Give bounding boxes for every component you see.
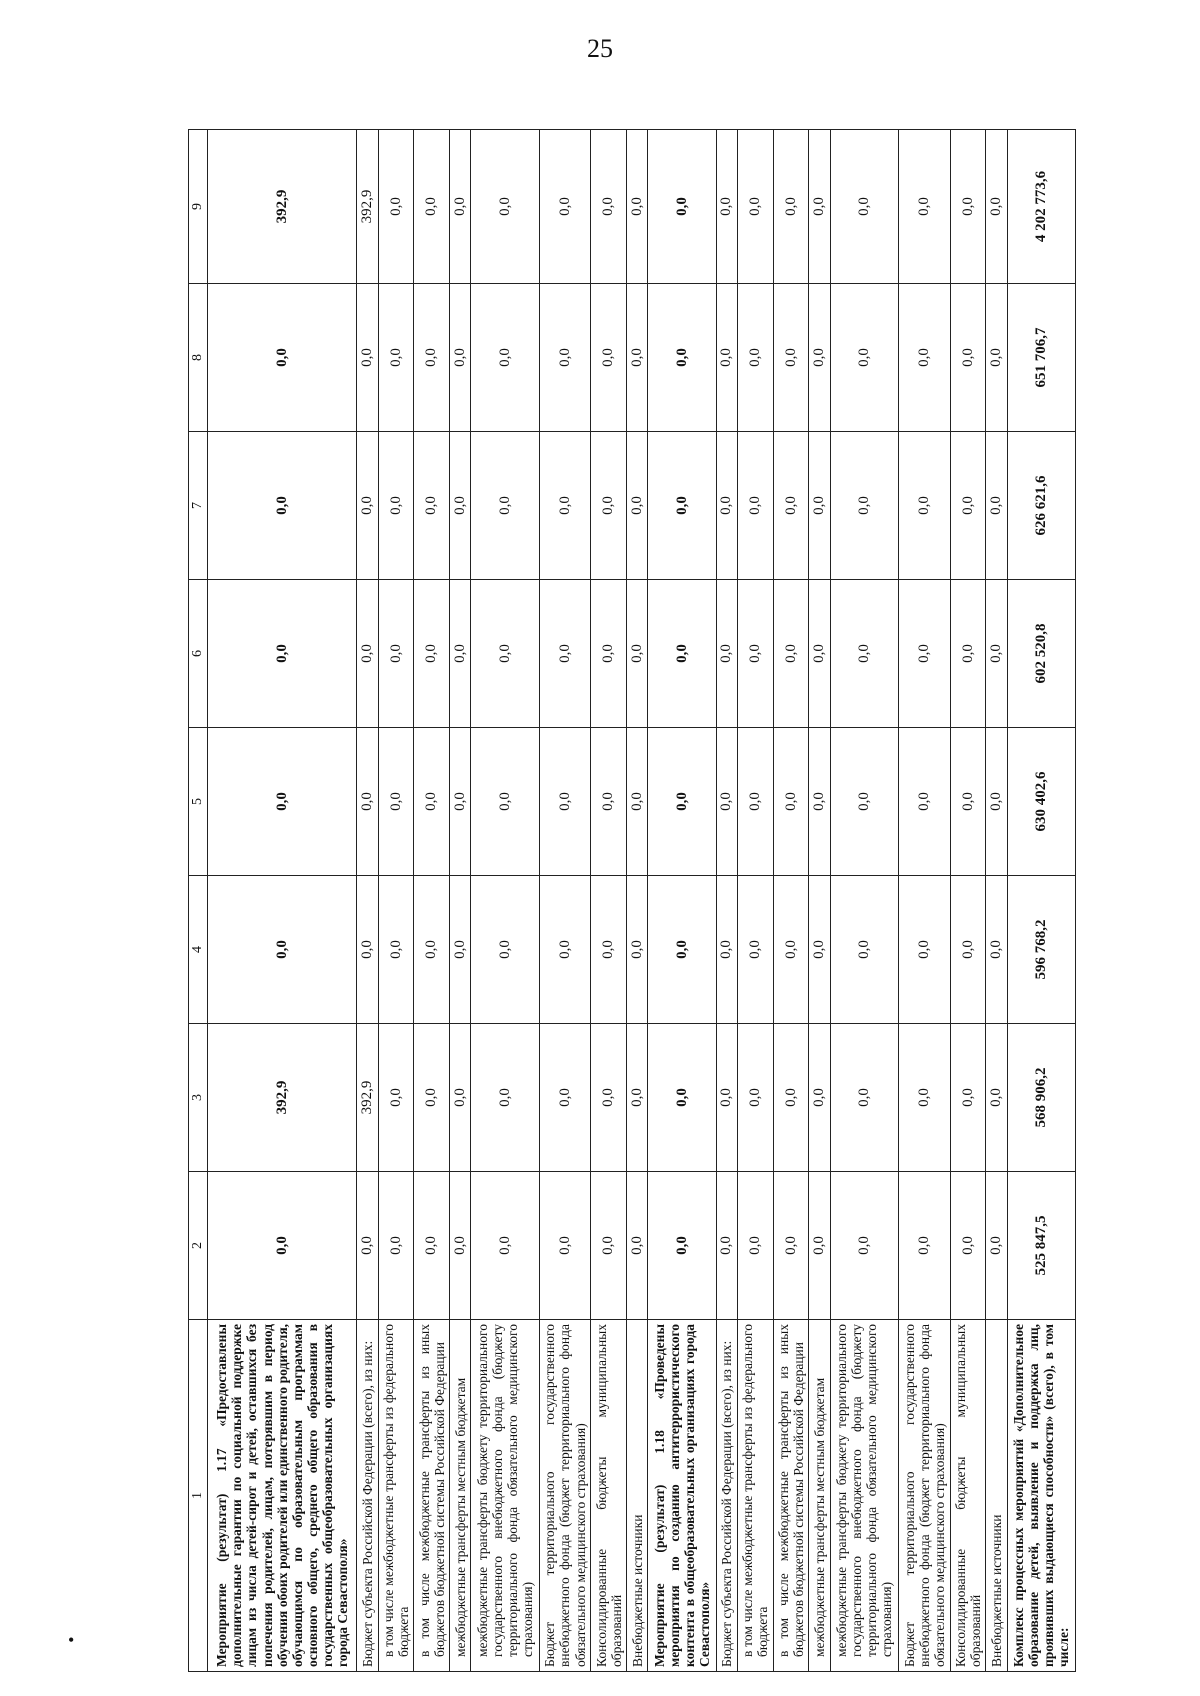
value-cell: 0,0 [471, 130, 539, 284]
value-cell: 0,0 [716, 876, 737, 1024]
value-cell: 0,0 [378, 284, 414, 432]
value-cell: 0,0 [471, 284, 539, 432]
value-cell: 0,0 [950, 876, 986, 1024]
value-cell: 0,0 [830, 1172, 898, 1320]
value-cell: 0,0 [591, 1024, 627, 1172]
value-cell: 0,0 [648, 1172, 716, 1320]
value-cell: 0,0 [809, 1024, 830, 1172]
row-label: межбюджетные трансферты бюджету территориального государственного внебюджетного фонда (бюджету территориального фонда обязательного медицинского страхования) [830, 1320, 898, 1672]
value-cell: 0,0 [898, 284, 950, 432]
value-cell: 0,0 [986, 1172, 1007, 1320]
value-cell: 0,0 [378, 1024, 414, 1172]
value-cell: 0,0 [208, 1172, 357, 1320]
value-cell: 0,0 [357, 284, 378, 432]
table-row [648, 130, 716, 1672]
value-cell: 0,0 [737, 580, 773, 728]
value-cell: 0,0 [450, 432, 471, 580]
column-header: 7 [189, 432, 208, 580]
value-cell: 602 520,8 [1007, 580, 1075, 728]
column-header: 3 [189, 1024, 208, 1172]
value-cell: 0,0 [773, 284, 809, 432]
value-cell: 0,0 [773, 1172, 809, 1320]
column-header: 9 [189, 130, 208, 284]
value-cell: 0,0 [950, 432, 986, 580]
value-cell: 0,0 [591, 728, 627, 876]
value-cell: 0,0 [414, 728, 450, 876]
value-cell: 568 906,2 [1007, 1024, 1075, 1172]
value-cell: 0,0 [809, 876, 830, 1024]
value-cell: 0,0 [809, 130, 830, 284]
value-cell: 0,0 [950, 1172, 986, 1320]
table-row [378, 130, 414, 1672]
table-row [773, 130, 809, 1672]
value-cell: 0,0 [591, 580, 627, 728]
value-cell: 0,0 [648, 580, 716, 728]
value-cell: 0,0 [950, 1024, 986, 1172]
value-cell: 0,0 [830, 432, 898, 580]
budget-table [188, 129, 1076, 1672]
value-cell: 0,0 [627, 130, 648, 284]
value-cell: 0,0 [591, 130, 627, 284]
value-cell: 0,0 [898, 1024, 950, 1172]
rotated-table-container [188, 130, 1076, 1672]
column-header: 4 [189, 876, 208, 1024]
value-cell: 0,0 [591, 432, 627, 580]
value-cell: 0,0 [898, 130, 950, 284]
value-cell: 0,0 [898, 580, 950, 728]
value-cell: 0,0 [648, 728, 716, 876]
value-cell: 0,0 [471, 580, 539, 728]
value-cell: 0,0 [450, 876, 471, 1024]
value-cell: 0,0 [539, 130, 591, 284]
value-cell: 0,0 [950, 130, 986, 284]
value-cell: 0,0 [378, 1172, 414, 1320]
value-cell: 0,0 [773, 580, 809, 728]
row-label: Бюджет территориального государственного внебюджетного фонда (бюджет территориального фонда обязательного медицинского страхования) [898, 1320, 950, 1672]
table-row [357, 130, 378, 1672]
value-cell: 0,0 [986, 580, 1007, 728]
value-cell: 0,0 [414, 580, 450, 728]
value-cell: 392,9 [357, 130, 378, 284]
value-cell: 0,0 [716, 130, 737, 284]
value-cell: 0,0 [414, 876, 450, 1024]
value-cell: 0,0 [539, 432, 591, 580]
row-label: Бюджет субъекта Российской Федерации (всего), из них: [716, 1320, 737, 1672]
value-cell: 0,0 [809, 432, 830, 580]
table-row [809, 130, 830, 1672]
value-cell: 0,0 [208, 876, 357, 1024]
value-cell: 0,0 [450, 728, 471, 876]
row-label: Мероприятие (результат) 1.18 «Проведены мероприятия по созданию антитеррористического контента в общеобразовательных организациях города Севастополя» [648, 1320, 716, 1672]
value-cell: 0,0 [737, 130, 773, 284]
value-cell: 0,0 [773, 876, 809, 1024]
value-cell: 0,0 [809, 580, 830, 728]
value-cell: 0,0 [830, 130, 898, 284]
value-cell: 0,0 [737, 728, 773, 876]
value-cell: 0,0 [716, 728, 737, 876]
value-cell: 0,0 [378, 130, 414, 284]
table-row [539, 130, 591, 1672]
value-cell: 0,0 [414, 432, 450, 580]
row-label: Бюджет территориального государственного внебюджетного фонда (бюджет территориального фонда обязательного медицинского страхования) [539, 1320, 591, 1672]
value-cell: 0,0 [809, 1172, 830, 1320]
value-cell: 0,0 [986, 130, 1007, 284]
value-cell: 630 402,6 [1007, 728, 1075, 876]
table-row [830, 130, 898, 1672]
value-cell: 0,0 [830, 1024, 898, 1172]
value-cell: 4 202 773,6 [1007, 130, 1075, 284]
row-label: межбюджетные трансферты местным бюджетам [450, 1320, 471, 1672]
value-cell: 0,0 [208, 728, 357, 876]
value-cell: 626 621,6 [1007, 432, 1075, 580]
value-cell: 0,0 [414, 1172, 450, 1320]
value-cell: 0,0 [471, 1172, 539, 1320]
value-cell: 0,0 [986, 432, 1007, 580]
value-cell: 0,0 [773, 728, 809, 876]
value-cell: 0,0 [471, 432, 539, 580]
row-label: в том числе межбюджетные трансферты из иных бюджетов бюджетной системы Российской Федерации [773, 1320, 809, 1672]
table-row [1007, 130, 1075, 1672]
value-cell: 0,0 [830, 728, 898, 876]
value-cell: 0,0 [627, 580, 648, 728]
value-cell: 0,0 [357, 876, 378, 1024]
footer-mark: • [68, 1630, 75, 1650]
value-cell: 0,0 [627, 1172, 648, 1320]
value-cell: 0,0 [773, 432, 809, 580]
value-cell: 0,0 [450, 1172, 471, 1320]
value-cell: 0,0 [471, 728, 539, 876]
value-cell: 0,0 [986, 1024, 1007, 1172]
row-label: Консолидированные бюджеты муниципальных образований [591, 1320, 627, 1672]
value-cell: 0,0 [898, 432, 950, 580]
value-cell: 0,0 [539, 580, 591, 728]
value-cell: 392,9 [357, 1024, 378, 1172]
value-cell: 0,0 [539, 1172, 591, 1320]
value-cell: 0,0 [986, 728, 1007, 876]
column-header: 6 [189, 580, 208, 728]
value-cell: 0,0 [830, 284, 898, 432]
value-cell: 0,0 [414, 284, 450, 432]
column-header: 8 [189, 284, 208, 432]
value-cell: 0,0 [357, 432, 378, 580]
row-label: в том числе межбюджетные трансферты из иных бюджетов бюджетной системы Российской Федерации [414, 1320, 450, 1672]
value-cell: 0,0 [737, 432, 773, 580]
value-cell: 0,0 [648, 284, 716, 432]
value-cell: 0,0 [950, 728, 986, 876]
value-cell: 0,0 [648, 876, 716, 1024]
value-cell: 0,0 [737, 1172, 773, 1320]
column-header: 1 [189, 1320, 208, 1672]
value-cell: 0,0 [809, 728, 830, 876]
value-cell: 0,0 [208, 432, 357, 580]
table-row [208, 130, 357, 1672]
value-cell: 0,0 [648, 130, 716, 284]
value-cell: 0,0 [737, 876, 773, 1024]
value-cell: 0,0 [471, 876, 539, 1024]
row-label: Мероприятие (результат) 1.17 «Предоставлены дополнительные гарантии по социальной поддержке лицам из числа детей-сирот и детей, оставшихся без попечения родителей, лицам, потерявшим в период обучения обоих родителей или единственного родителя, обучающимся по образовательным программам основного общего, среднего общего образования в государственных общеобразовательных организациях города Севастополя» [208, 1320, 357, 1672]
value-cell: 0,0 [357, 1172, 378, 1320]
value-cell: 0,0 [773, 130, 809, 284]
value-cell: 0,0 [539, 284, 591, 432]
column-header: 5 [189, 728, 208, 876]
value-cell: 525 847,5 [1007, 1172, 1075, 1320]
value-cell: 0,0 [716, 1024, 737, 1172]
value-cell: 0,0 [898, 876, 950, 1024]
value-cell: 0,0 [414, 1024, 450, 1172]
value-cell: 392,9 [208, 130, 357, 284]
value-cell: 0,0 [208, 580, 357, 728]
value-cell: 0,0 [378, 876, 414, 1024]
value-cell: 0,0 [591, 284, 627, 432]
page-number: 25 [587, 34, 613, 63]
value-cell: 0,0 [208, 284, 357, 432]
value-cell: 0,0 [539, 1024, 591, 1172]
value-cell: 0,0 [950, 580, 986, 728]
value-cell: 0,0 [737, 1024, 773, 1172]
value-cell: 0,0 [773, 1024, 809, 1172]
table-row [737, 130, 773, 1672]
value-cell: 0,0 [809, 284, 830, 432]
value-cell: 651 706,7 [1007, 284, 1075, 432]
value-cell: 0,0 [648, 432, 716, 580]
value-cell: 0,0 [450, 580, 471, 728]
value-cell: 0,0 [378, 580, 414, 728]
value-cell: 392,9 [208, 1024, 357, 1172]
value-cell: 0,0 [950, 284, 986, 432]
header-row [189, 130, 208, 1672]
value-cell: 0,0 [591, 1172, 627, 1320]
table-row [950, 130, 986, 1672]
row-label: Внебюджетные источники [627, 1320, 648, 1672]
value-cell: 0,0 [627, 432, 648, 580]
value-cell: 0,0 [450, 130, 471, 284]
value-cell: 0,0 [450, 284, 471, 432]
table-row [591, 130, 627, 1672]
value-cell: 0,0 [898, 728, 950, 876]
value-cell: 0,0 [591, 876, 627, 1024]
value-cell: 0,0 [627, 728, 648, 876]
value-cell: 0,0 [539, 728, 591, 876]
value-cell: 0,0 [357, 580, 378, 728]
column-header: 2 [189, 1172, 208, 1320]
row-label: Бюджет субъекта Российской Федерации (всего), из них: [357, 1320, 378, 1672]
value-cell: 0,0 [986, 876, 1007, 1024]
value-cell: 0,0 [737, 284, 773, 432]
table-row [414, 130, 450, 1672]
row-label: межбюджетные трансферты бюджету территориального государственного внебюджетного фонда (бюджету территориального фонда обязательного медицинского страхования) [471, 1320, 539, 1672]
value-cell: 0,0 [627, 284, 648, 432]
value-cell: 0,0 [539, 876, 591, 1024]
value-cell: 0,0 [450, 1024, 471, 1172]
row-label: в том числе межбюджетные трансферты из федерального бюджета [737, 1320, 773, 1672]
value-cell: 0,0 [716, 1172, 737, 1320]
row-label: Консолидированные бюджеты муниципальных образований [950, 1320, 986, 1672]
row-label: Внебюджетные источники [986, 1320, 1007, 1672]
table-row [471, 130, 539, 1672]
value-cell: 0,0 [898, 1172, 950, 1320]
value-cell: 0,0 [627, 876, 648, 1024]
value-cell: 0,0 [378, 432, 414, 580]
value-cell: 0,0 [716, 432, 737, 580]
table-row [716, 130, 737, 1672]
value-cell: 596 768,2 [1007, 876, 1075, 1024]
table-row [627, 130, 648, 1672]
value-cell: 0,0 [627, 1024, 648, 1172]
value-cell: 0,0 [378, 728, 414, 876]
value-cell: 0,0 [716, 284, 737, 432]
value-cell: 0,0 [830, 876, 898, 1024]
row-label: в том числе межбюджетные трансферты из федерального бюджета [378, 1320, 414, 1672]
table-row [450, 130, 471, 1672]
table-row [986, 130, 1007, 1672]
value-cell: 0,0 [357, 728, 378, 876]
row-label: Комплекс процессных мероприятий «Дополнительное образование детей, выявление и поддержка лиц, проявивших выдающиеся способности» (всего), в том числе: [1007, 1320, 1075, 1672]
value-cell: 0,0 [414, 130, 450, 284]
value-cell: 0,0 [648, 1024, 716, 1172]
value-cell: 0,0 [471, 1024, 539, 1172]
table-row [898, 130, 950, 1672]
table-body [208, 130, 1076, 1672]
value-cell: 0,0 [830, 580, 898, 728]
row-label: межбюджетные трансферты местным бюджетам [809, 1320, 830, 1672]
value-cell: 0,0 [716, 580, 737, 728]
value-cell: 0,0 [986, 284, 1007, 432]
